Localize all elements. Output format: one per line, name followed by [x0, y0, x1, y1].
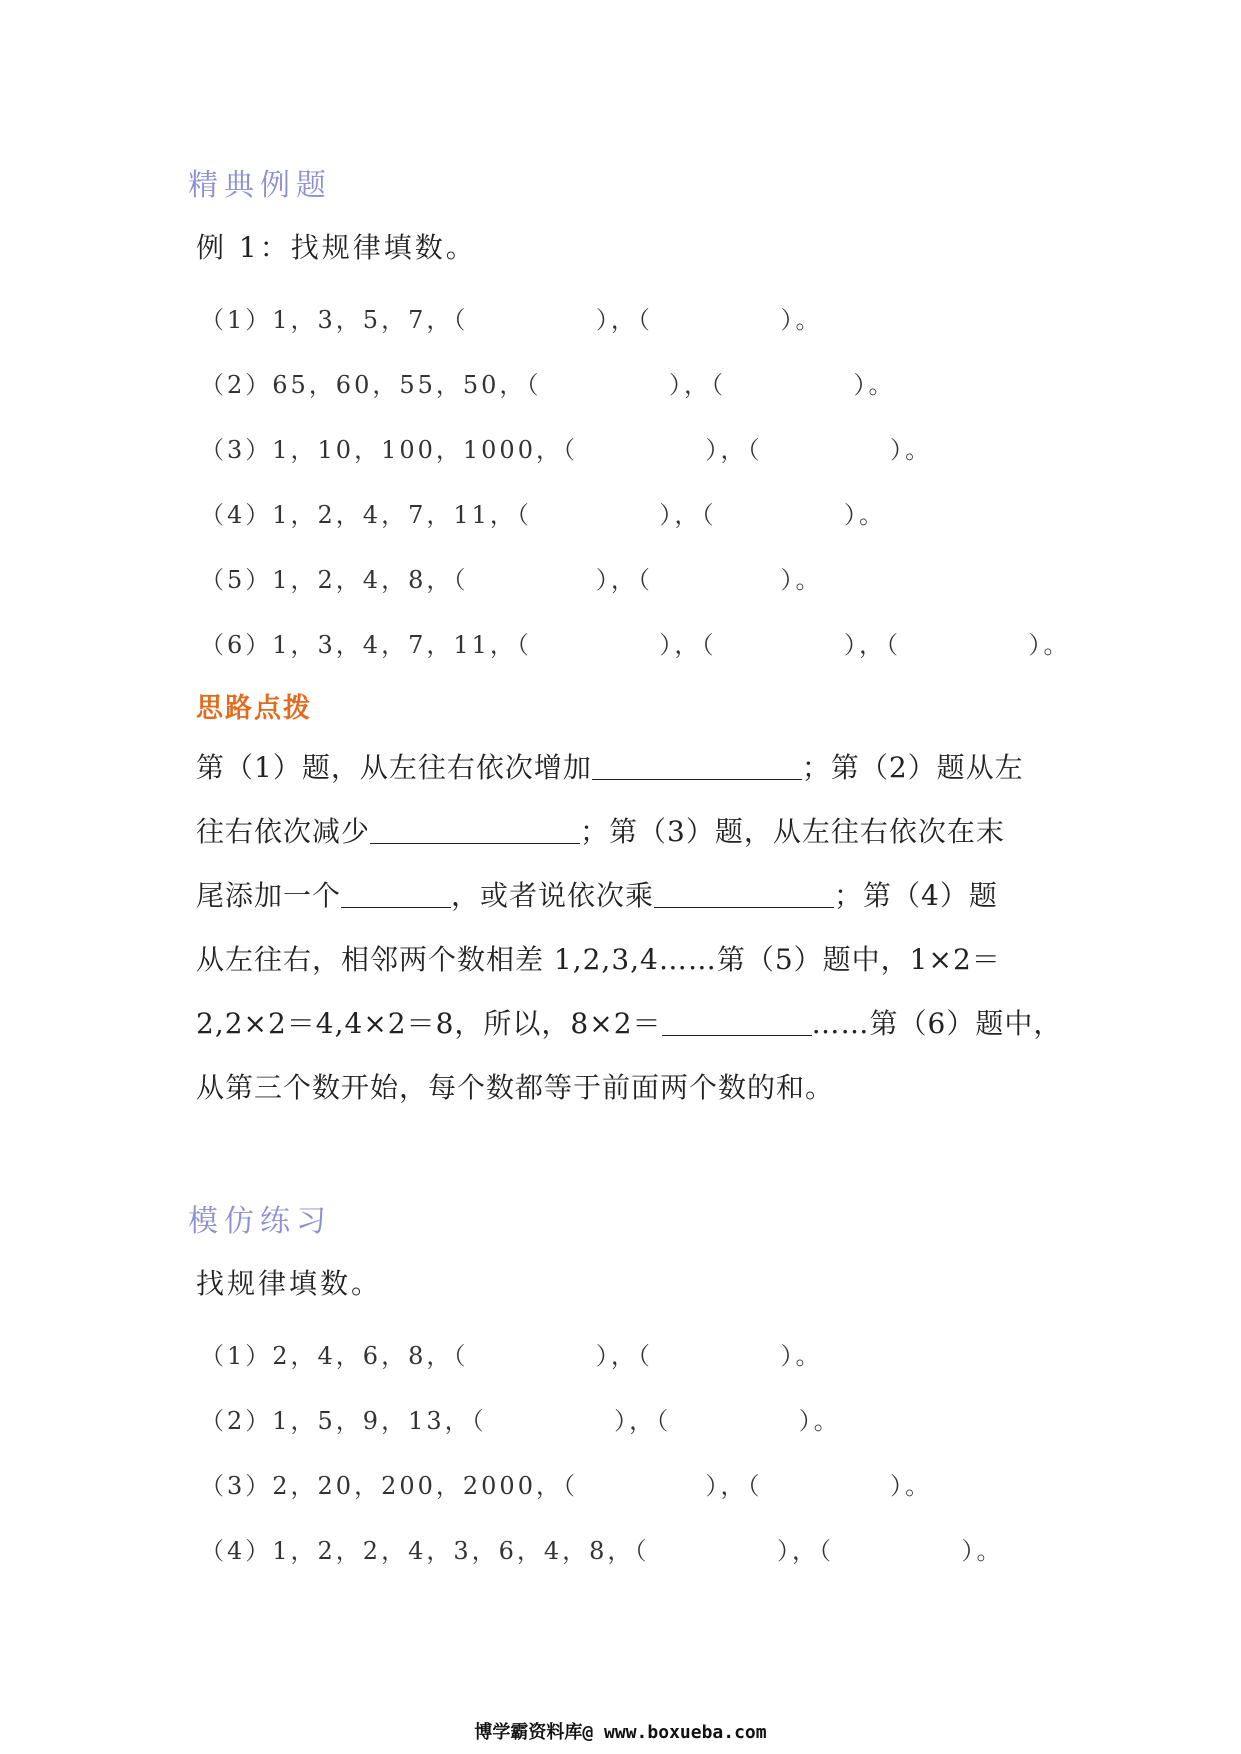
- question-text: （4）1，2，4，7，11，: [200, 501, 517, 529]
- hint-line-3-b: ，或者说依次乘: [451, 879, 655, 912]
- answer-parentheses[interactable]: （ ），: [634, 1537, 819, 1565]
- answer-blank[interactable]: [592, 751, 802, 780]
- hint-line-1-b: ；第（2）题从左: [801, 751, 1024, 784]
- answer-parentheses[interactable]: （ ），: [453, 566, 638, 594]
- answer-parentheses[interactable]: （ ）: [701, 501, 859, 529]
- answer-parentheses[interactable]: （ ），: [516, 501, 702, 529]
- question-end: 。: [976, 1537, 1004, 1565]
- hint-line-6: 从第三个数开始，每个数都等于前面两个数的和。: [196, 1071, 835, 1104]
- answer-parentheses[interactable]: （ ），: [526, 371, 711, 399]
- answer-parentheses[interactable]: （ ）: [747, 1472, 906, 1500]
- hint-line-5: [196, 1002, 1062, 1042]
- hint-line-3-a: 尾添加一个: [196, 879, 342, 912]
- question-text: （3）2，20，200，2000，: [200, 1472, 563, 1500]
- practice-intro: 找规律填数。: [196, 1267, 383, 1300]
- hint-line-3: [196, 874, 998, 914]
- question-end: 。: [795, 566, 823, 594]
- footer-watermark: 博学霸资料库@ www.boxueba.com: [474, 1722, 767, 1743]
- answer-parentheses[interactable]: （ ），: [562, 436, 748, 464]
- answer-blank[interactable]: [341, 879, 451, 908]
- question-line: [200, 1531, 1004, 1566]
- answer-parentheses[interactable]: （ ）: [747, 436, 906, 464]
- answer-parentheses[interactable]: （ ）: [818, 1537, 977, 1565]
- question-line: [200, 300, 822, 335]
- question-text: （5）1，2，4，8，: [200, 566, 454, 594]
- hint-line-2: [196, 810, 1005, 850]
- answer-blank[interactable]: [654, 879, 834, 908]
- question-line: [200, 625, 1071, 660]
- question-line: [200, 495, 886, 530]
- question-text: （2）1，5，9，13，: [200, 1407, 472, 1435]
- question-end: 。: [868, 371, 896, 399]
- example-section-title: 精典例题: [188, 168, 332, 203]
- answer-parentheses[interactable]: （ ）: [656, 1407, 814, 1435]
- question-end: 。: [905, 1472, 933, 1500]
- example-intro: 例 1：找规律填数。: [196, 231, 477, 264]
- answer-parentheses[interactable]: （ ）: [637, 306, 796, 334]
- answer-parentheses[interactable]: （ ），: [562, 1472, 748, 1500]
- answer-blank[interactable]: [662, 1007, 812, 1036]
- question-end: 。: [905, 436, 933, 464]
- hint-line-2-b: ；第（3）题，从左往右依次在末: [580, 815, 1005, 848]
- question-line: [200, 1466, 932, 1501]
- question-line: [200, 1336, 822, 1371]
- hint-line-1-a: 第（1）题，从左往右依次增加: [196, 751, 592, 784]
- question-line: [200, 430, 932, 465]
- hint-line-4: 从左往右，相邻两个数相差 1,2,3,4……第（5）题中，1×2＝: [196, 943, 1001, 976]
- question-end: 。: [795, 1342, 823, 1370]
- question-text: （2）65，60，55，50，: [200, 371, 527, 399]
- question-end: 。: [1043, 631, 1071, 659]
- question-text: （3）1，10，100，1000，: [200, 436, 563, 464]
- answer-parentheses[interactable]: （ ）: [710, 371, 869, 399]
- question-end: 。: [795, 306, 823, 334]
- hint-line-1: [196, 746, 1024, 786]
- question-text: （1）1，3，5，7，: [200, 306, 454, 334]
- question-line: [200, 1401, 841, 1436]
- question-text: （1）2，4，6，8，: [200, 1342, 454, 1370]
- practice-section-title: 模仿练习: [188, 1204, 332, 1239]
- hint-line-3-c: ；第（4）题: [834, 879, 998, 912]
- question-end: 。: [813, 1407, 841, 1435]
- answer-parentheses[interactable]: （ ），: [516, 631, 702, 659]
- question-line: [200, 560, 822, 595]
- question-end: 。: [858, 501, 886, 529]
- answer-parentheses[interactable]: （ ）: [885, 631, 1044, 659]
- answer-blank[interactable]: [370, 815, 580, 844]
- hint-line-2-a: 往右依次减少: [196, 815, 371, 848]
- hint-line-5-a: 2,2×2＝4,4×2＝8，所以，8×2＝: [196, 1007, 662, 1040]
- hint-title: 思路点拨: [196, 693, 312, 724]
- answer-parentheses[interactable]: （ ），: [453, 306, 638, 334]
- answer-parentheses[interactable]: （ ），: [471, 1407, 657, 1435]
- answer-parentheses[interactable]: （ ）: [637, 566, 796, 594]
- answer-parentheses[interactable]: （ ）: [637, 1342, 796, 1370]
- answer-parentheses[interactable]: （ ），: [453, 1342, 638, 1370]
- question-line: [200, 365, 896, 400]
- question-text: （6）1，3，4，7，11，: [200, 631, 517, 659]
- question-text: （4）1，2，2，4，3，6，4，8，: [200, 1537, 635, 1565]
- hint-line-5-b: ……第（6）题中，: [811, 1007, 1063, 1040]
- answer-parentheses[interactable]: （ ），: [701, 631, 886, 659]
